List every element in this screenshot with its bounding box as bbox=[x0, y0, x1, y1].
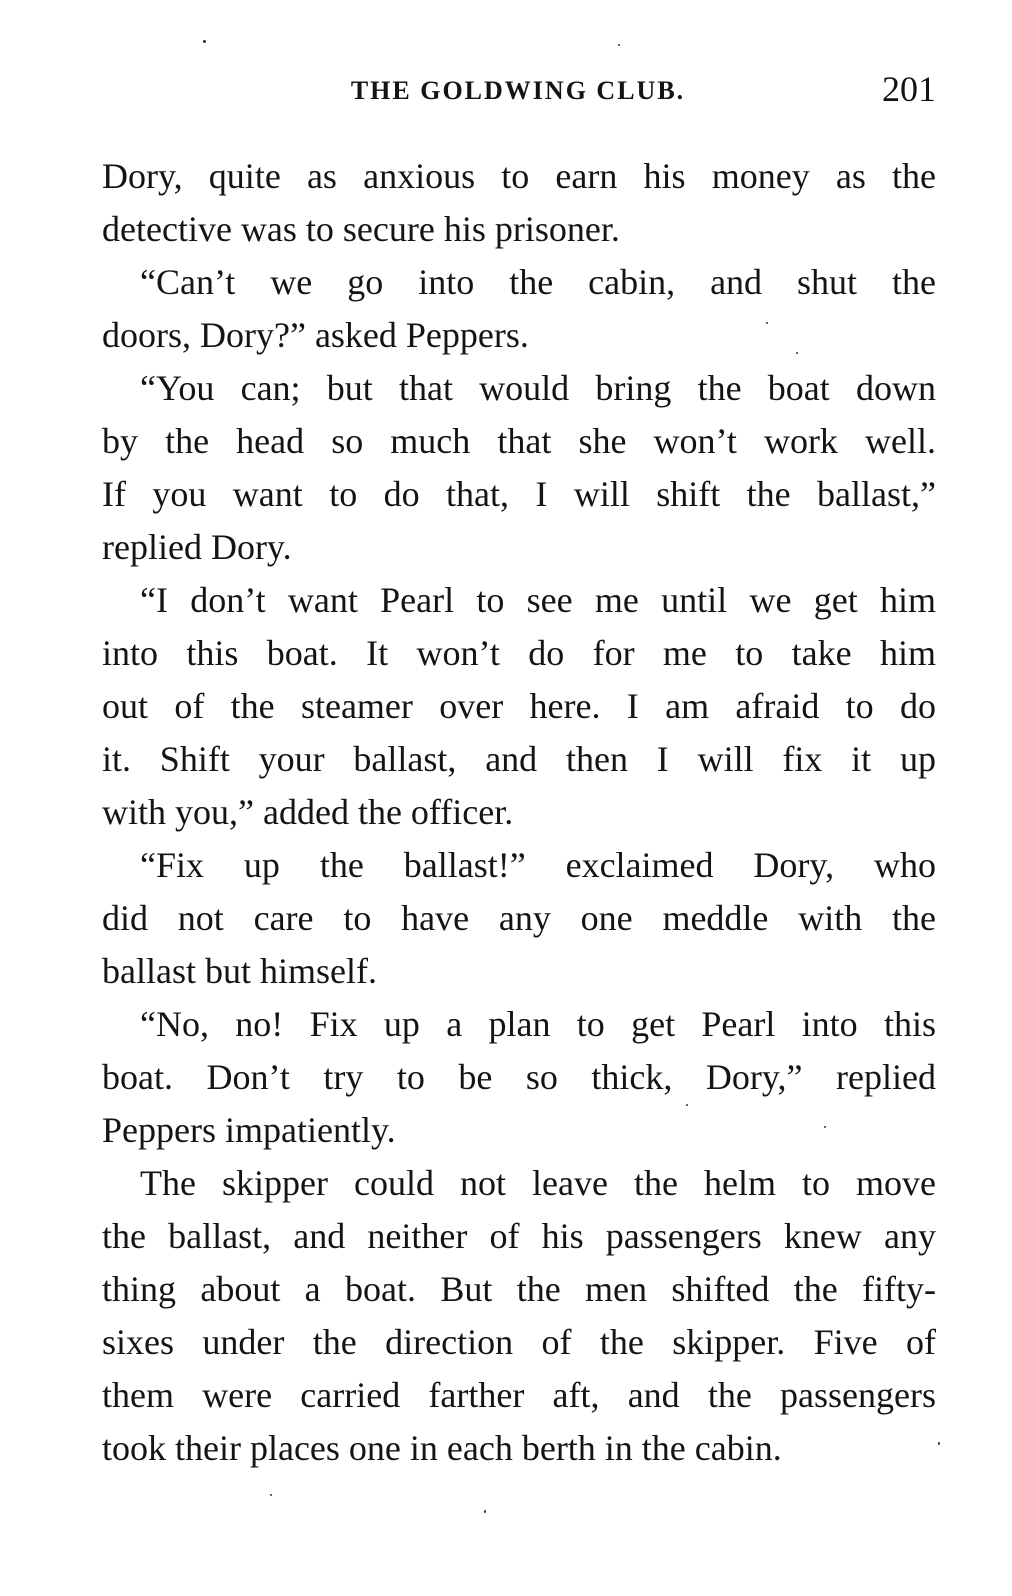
text-line: out of the steamer over here. I am afraid to do bbox=[102, 686, 936, 726]
text-line: did not care to have any one meddle with the bbox=[102, 898, 936, 938]
scan-speck bbox=[796, 352, 798, 354]
text-line: doors, Dory?” asked Peppers. bbox=[102, 315, 529, 355]
scan-speck bbox=[766, 322, 768, 324]
text-line: sixes under the direction of the skipper. Five of bbox=[102, 1322, 936, 1362]
text-line: Dory, quite as anxious to earn his money as the bbox=[102, 156, 936, 196]
text-line: into this boat. It won’t do for me to take him bbox=[102, 633, 936, 673]
scan-speck bbox=[824, 1126, 826, 1128]
text-line: them were carried farther aft, and the passengers bbox=[102, 1375, 936, 1415]
text-line: Peppers impatiently. bbox=[102, 1110, 396, 1150]
scan-speck bbox=[270, 1494, 272, 1496]
text-line: If you want to do that, I will shift the ballast,” bbox=[102, 474, 936, 514]
text-line: “I don’t want Pearl to see me until we get him bbox=[140, 580, 936, 620]
scan-speck bbox=[938, 1442, 940, 1445]
running-title: THE GOLDWING CLUB. bbox=[350, 76, 686, 105]
text-line: “Can’t we go into the cabin, and shut the bbox=[140, 262, 936, 302]
text-line: “Fix up the ballast!” exclaimed Dory, who bbox=[140, 845, 936, 885]
text-line: “No, no! Fix up a plan to get Pearl into this bbox=[140, 1004, 936, 1044]
text-line: The skipper could not leave the helm to move bbox=[140, 1163, 936, 1203]
text-line: the ballast, and neither of his passengers knew any bbox=[102, 1216, 936, 1256]
scan-speck bbox=[618, 44, 620, 46]
text-line: detective was to secure his prisoner. bbox=[102, 209, 620, 249]
text-line: ballast but himself. bbox=[102, 951, 377, 991]
text-line: with you,” added the officer. bbox=[102, 792, 514, 832]
scan-speck bbox=[484, 1510, 486, 1513]
text-line: replied Dory. bbox=[102, 527, 292, 567]
page-number: 201 bbox=[882, 69, 936, 109]
text-line: thing about a boat. But the men shifted the fifty- bbox=[102, 1269, 936, 1309]
text-line: “You can; but that would bring the boat down bbox=[140, 368, 936, 408]
body-text bbox=[102, 150, 936, 1475]
text-line: boat. Don’t try to be so thick, Dory,” replied bbox=[102, 1057, 936, 1097]
text-line: took their places one in each berth in the cabin. bbox=[102, 1428, 782, 1468]
text-line: it. Shift your ballast, and then I will fix it up bbox=[102, 739, 936, 779]
text-line: by the head so much that she won’t work well. bbox=[102, 421, 936, 461]
running-head bbox=[100, 68, 936, 116]
scan-speck bbox=[686, 1104, 688, 1106]
scan-speck bbox=[203, 40, 206, 43]
